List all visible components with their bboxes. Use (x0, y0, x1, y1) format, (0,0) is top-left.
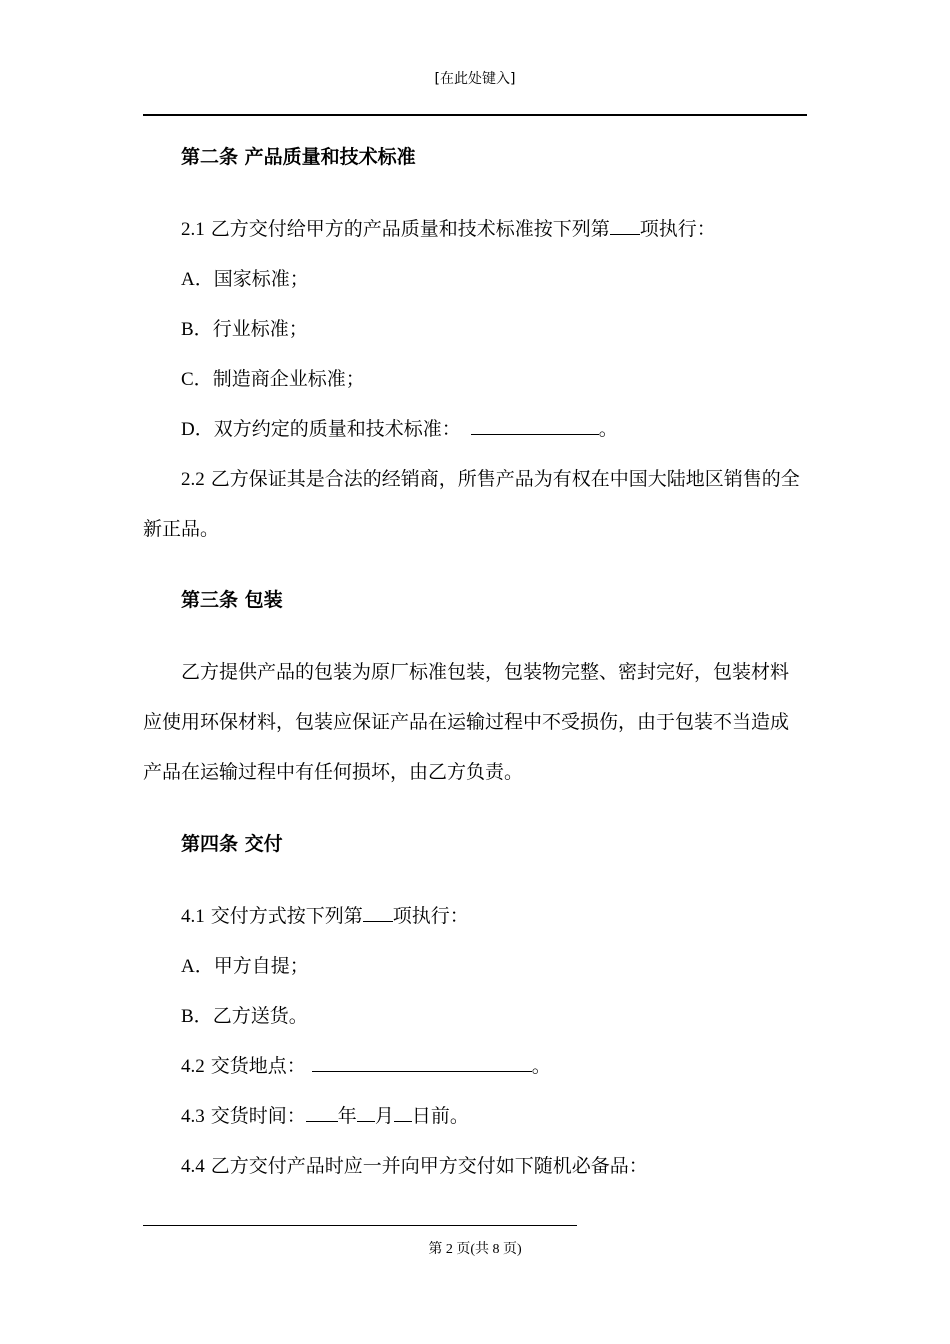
article-2-heading: 第二条 产品质量和技术标准 (181, 146, 416, 168)
clause-text: 项执行： (639, 218, 716, 240)
delivery-option-b (181, 1001, 308, 1028)
clause-number: 4.4 (181, 1156, 205, 1177)
clause-number: 4.3 (181, 1106, 205, 1127)
article-3-paragraph-line-2: 应使用环保材料，包装应保证产品在运输过程中不受损伤，由于包装不当造成 (143, 711, 790, 733)
month-label: 月 (374, 1105, 394, 1127)
clause-4-4 (181, 1151, 648, 1178)
clause-2-2 (181, 464, 800, 491)
footer-divider (143, 1225, 577, 1226)
blank-field[interactable] (471, 414, 599, 435)
blank-field[interactable] (312, 1051, 532, 1072)
clause-end: 。 (531, 1055, 551, 1077)
option-text: 制造商企业标准； (212, 368, 365, 390)
option-letter: B． (181, 319, 213, 340)
header-divider (143, 114, 807, 116)
clause-4-1 (181, 901, 469, 928)
clause-number: 2.1 (181, 219, 205, 240)
clause-text: 乙方交付给甲方的产品质量和技术标准按下列第 (204, 218, 610, 240)
option-text: 行业标准； (212, 318, 308, 340)
clause-number: 4.2 (181, 1056, 205, 1077)
clause-2-2-continued: 新正品。 (143, 518, 220, 540)
option-letter: A． (181, 269, 214, 290)
clause-text: 交付方式按下列第 (204, 905, 363, 927)
page-footer: 第 2 页(共 8 页) (428, 1242, 522, 1257)
clause-text: 交货时间： (204, 1105, 306, 1127)
page-header: [在此处键入] (434, 71, 516, 87)
option-c (181, 364, 365, 391)
day-label: 日前。 (411, 1105, 469, 1127)
clause-4-3 (181, 1101, 469, 1128)
option-text: 乙方送货。 (212, 1005, 308, 1027)
article-3-paragraph-line-1: 乙方提供产品的包装为原厂标准包装，包装物完整、密封完好，包装材料 (181, 661, 790, 683)
clause-text: 项执行： (392, 905, 469, 927)
option-letter: A． (181, 956, 214, 977)
day-blank[interactable] (394, 1101, 412, 1122)
clause-number: 4.1 (181, 906, 205, 927)
option-end: 。 (598, 418, 618, 440)
option-a (181, 264, 309, 291)
clause-text: 乙方保证其是合法的经销商，所售产品为有权在中国大陆地区销售的全 (204, 468, 800, 490)
clause-4-2 (181, 1051, 551, 1078)
option-b (181, 314, 308, 341)
article-3-heading: 第三条 包装 (181, 589, 283, 611)
clause-text: 乙方交付产品时应一并向甲方交付如下随机必备品： (204, 1155, 648, 1177)
option-letter: C． (181, 369, 213, 390)
blank-field[interactable] (363, 901, 393, 922)
article-4-heading: 第四条 交付 (181, 833, 283, 855)
blank-field[interactable] (610, 214, 640, 235)
option-text: 双方约定的质量和技术标准： (213, 418, 461, 440)
option-letter: B． (181, 1006, 213, 1027)
option-text: 国家标准； (213, 268, 309, 290)
option-letter: D． (181, 419, 214, 440)
year-label: 年 (337, 1105, 357, 1127)
option-text: 甲方自提； (213, 955, 309, 977)
article-3-paragraph-line-3: 产品在运输过程中有任何损坏，由乙方负责。 (143, 761, 524, 783)
year-blank[interactable] (306, 1101, 338, 1122)
option-d (181, 414, 618, 441)
delivery-option-a (181, 951, 309, 978)
clause-text: 交货地点： (204, 1055, 306, 1077)
clause-number: 2.2 (181, 469, 205, 490)
month-blank[interactable] (357, 1101, 375, 1122)
clause-2-1 (181, 214, 716, 241)
